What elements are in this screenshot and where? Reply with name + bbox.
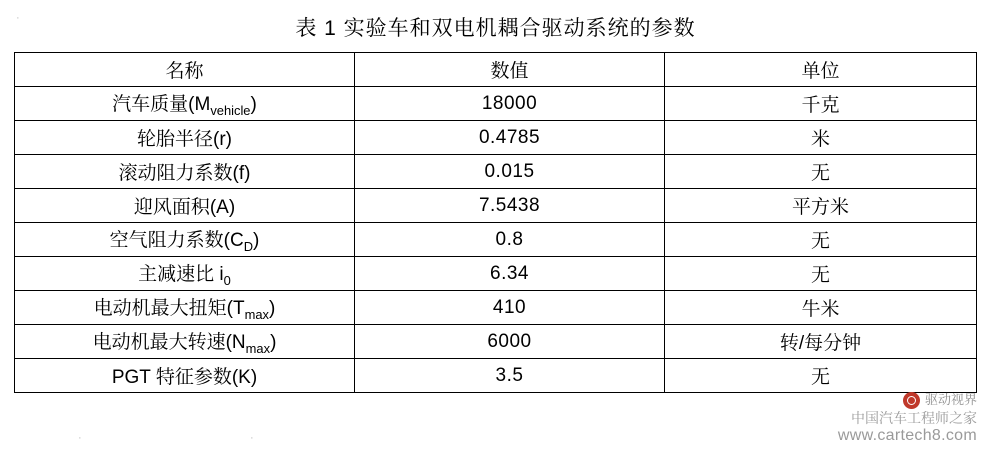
parameter-subscript: max	[245, 340, 271, 356]
parameter-subscript: max	[244, 306, 269, 322]
parameter-subscript: 0	[223, 272, 231, 288]
parameter-value: 18000	[355, 87, 665, 121]
column-header-unit: 单位	[665, 53, 977, 87]
parameter-unit: 无	[665, 223, 977, 257]
parameter-value: 6000	[355, 325, 665, 359]
table-header-row	[15, 53, 977, 87]
parameter-value: 410	[355, 291, 665, 325]
parameter-name: 迎风面积(A)	[15, 189, 355, 223]
parameter-subscript: vehicle	[210, 102, 251, 118]
parameter-name: 电动机最大转速$(N_{max})$	[15, 325, 355, 359]
watermark-brand: 驱动视界	[924, 391, 977, 407]
table-row	[15, 189, 977, 223]
parameter-value: 0.015	[355, 155, 665, 189]
watermark-brand-row	[838, 392, 977, 409]
parameter-unit: 转/每分钟	[665, 325, 977, 359]
table-row	[15, 223, 977, 257]
parameter-name: 汽车质量$(M_{vehicle})$	[15, 87, 355, 121]
parameter-unit: 无	[665, 359, 977, 393]
parameter-name: PGT 特征参数(K)	[15, 359, 355, 393]
table-row	[15, 87, 977, 121]
table-row	[15, 359, 977, 393]
parameters-table	[14, 52, 977, 393]
parameter-value: 3.5	[355, 359, 665, 393]
column-header-name: 名称	[15, 53, 355, 87]
parameter-unit: 米	[665, 121, 977, 155]
parameter-value: 0.4785	[355, 121, 665, 155]
parameter-unit: 千克	[665, 87, 977, 121]
table-row	[15, 291, 977, 325]
parameter-value: 7.5438	[355, 189, 665, 223]
table-caption: 表 1 实验车和双电机耦合驱动系统的参数	[295, 17, 696, 40]
brand-logo-icon	[903, 392, 920, 409]
parameter-unit: 无	[665, 257, 977, 291]
column-header-value: 数值	[355, 53, 665, 87]
table-row	[15, 325, 977, 359]
parameter-value: 0.8	[355, 223, 665, 257]
watermark-site-url: www.cartech8.com	[837, 426, 977, 444]
watermark	[838, 392, 977, 445]
parameter-name: 主减速比 $i_0$	[15, 257, 355, 291]
parameter-unit: 牛米	[665, 291, 977, 325]
scan-mark: ·	[250, 432, 254, 444]
parameter-unit: 平方米	[665, 189, 977, 223]
watermark-site-name: 中国汽车工程师之家	[851, 409, 977, 426]
parameter-name: 轮胎半径(r)	[15, 121, 355, 155]
table-row	[15, 155, 977, 189]
parameter-name: 电动机最大扭矩$(T_{max})$	[15, 291, 355, 325]
scan-mark: ·	[78, 432, 82, 444]
parameter-unit: 无	[665, 155, 977, 189]
parameter-value: 6.34	[355, 257, 665, 291]
parameter-subscript: D	[243, 238, 254, 254]
table-row	[15, 257, 977, 291]
parameter-name: 滚动阻力系数(f)	[15, 155, 355, 189]
parameter-name: 空气阻力系数$(C_D)$	[15, 223, 355, 257]
table-row	[15, 121, 977, 155]
scan-mark: ·	[16, 12, 20, 24]
